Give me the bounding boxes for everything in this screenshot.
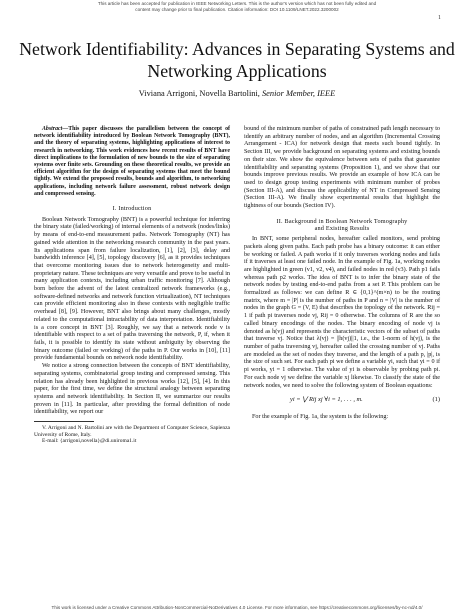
section-heading-background — [244, 218, 440, 232]
equation-body: yi = ⋁ Rij xj ∀i = 1, . . . , m. — [290, 396, 363, 404]
section-heading-background-line2: and Existing Results — [314, 224, 370, 232]
abstract-label: Abstract — [42, 126, 63, 132]
section-heading-introduction: I. Introduction — [112, 205, 152, 213]
paper-title: Network Identifiability: Advances in Separating Systems and Networking Applications — [19, 39, 455, 81]
equation-followup: For the example of Fig. 1a, the system is the following: — [252, 414, 389, 421]
equation-1 — [244, 394, 440, 410]
abstract-text: —This paper discusses the parallelism between the concept of network identifiability introduced by Boolean Network Tomography (BNT), and the theory of separating systems, highlighting applications of interest to research in networking. This work evidences how recent results of BNT have direct implications to the formulation of new bounds to the size of separating systems over finite sets. Grounding on these theoretical results, we provide an efficient algorithm for the design of separating systems that meet the bound tightly. We extend the proposed results, bounds and algorithm, to networking applications, including network failure assessment, robust network design and compressed sensing. — [34, 126, 230, 197]
intro-paragraph-1: Boolean Network Tomography (BNT) is a powerful technique for inferring the binary state (failed/working) of internal elements of a network (nodes/links) by means of end-to-end measurement paths. Network Tomography (NT) has gained wide attention in the networking research community in the past years. Its applications span from failure localization, [1], [2], [3], delay and bandwidth inference [4], [5], topology discovery [6], as it provides techniques that overcome monitoring issues due to network heterogeneity and multi-proprietary nature. These techniques are very versatile and prove to be useful in many application contexts, including urban traffic monitoring [7]. Although born before the advent of the latest centralized network frameworks (e.g., software-defined networks and network function virtualization), NT techniques can provide efficient monitoring also in these contexts with negligible traffic overhead [8], [9]. However, BNT also brings about many challenges, mostly related to the computational intractability of data interpretation. Identifiability is a core concept in BNT [3]. Roughly, we say that a network node v is identifiable with respect to a set of paths traversing the network, P, if, when it fails, it is possible to identify its state without ambiguity by observing the binary outcome (failed or working) of the paths in P. Our works in [10], [11] provide fundamental bounds on network node identifiability. — [34, 216, 230, 362]
author-line — [0, 89, 474, 99]
page-number: 1 — [438, 15, 441, 21]
intro-continuation: bound of the minimum number of paths of constrained path length necessary to identify an arbitrary number of nodes, and an algorithm (Incremental Crossing Arrangement - ICA) for network design that meets such bound tightly. In Section III, we provide background on separating systems and existing bounds on their size. We show the equivalence between sets of paths that guarantee identifiability and separating systems (Proposition 1), and we show that our bounds improve previous results. We provide an example of how ICA can be used to design group testing experiments with minimum number of probes (Section III-A), and discuss the applicability of NT in Compressed Sensing (Section III-A). We finally show experimental results that highlight the tightness of our bounds (Section IV). — [244, 126, 440, 210]
footnote-rule — [34, 421, 94, 422]
author-role: Senior Member, IEEE — [261, 89, 336, 98]
license-footer: This work is licensed under a Creative Commons Attribution-NonCommercial-NoDerivatives 4.0 License. For more information, see https://creativecommons.org/licenses/by-nc-nd/4.0/ — [51, 605, 423, 610]
header-banner-line2: content may change prior to final publication. Citation information: DOI 10.1109/LNET.2022.3200002 — [135, 7, 339, 12]
intro-paragraph-2: We notice a strong connection between the concepts of BNT identifiability, separating systems, combinatorial group testing and compressed sensing. This relation has already been highlighted in previous works [12], [5], [4]. In this paper, for the first time, we define the structural analogy between separating systems and network identifiability. In Section II, we summarize our results proven in [11]. In particular, after providing the formal definition of node identifiability, we report our — [34, 363, 230, 416]
abstract — [34, 126, 230, 198]
section-heading-background-line1: II. Background in Boolean Network Tomography — [276, 217, 408, 225]
background-paragraph: In BNT, some peripheral nodes, hereafter called monitors, send probing packets along given paths. Each path probe has a binary outcome: it can either be working or failed. A path works if it only traverses working nodes and fails if it traverses at least one failed node. In the example of Fig. 1a, working nodes are highlighted in green (v1, v2, v4), and failed nodes in red (v3). Path p1 fails whereas path p2 works. The idea of BNT is to infer the binary state of the network nodes by testing end-to-end paths from a set P. This problem can be formalized as follows: we can define R ∈ {0,1}^(m×n) to be the routing matrix, where m = |P| is the number of paths in P and n = |V| is the number of nodes in the graph G = (V, E) that describes the topology of the network. Rij = 1 if path pi traverses node vj, Rij = 0 otherwise. The columns of R are the so called binary encodings of the nodes. The binary encoding of node vj is denoted as h(vj) and represents the characteristic vectors of the subset of paths that traverse vj. Notice that λ(vj) = ||h(vj)||1, i.e., the 1-norm of h(vj), is the number of paths traversing vj, hereafter called the crossing number of vj. Paths are modeled as the set of nodes they traverse, and the length of a path p, |p|, is the size of such set. For each path pi we define a variable yi, such that yi = 0 if pi works, yi = 1 otherwise. The value of yi is observable by probing path pi. For each node vj we define the variable xj likewise. To classify the state of the network nodes, we need to solve the following system of Boolean equations: — [244, 236, 440, 389]
right-column — [244, 126, 440, 422]
equation-number: (1) — [432, 396, 440, 404]
author-names: Viviana Arrigoni, Novella Bartolini, — [138, 89, 260, 98]
left-column — [34, 126, 230, 445]
footnote-email: E-mail: {arrigoni,novella}@di.uniroma1.it — [42, 438, 137, 445]
header-banner-line1: This article has been accepted for publication in IEEE Networking Letters. This is the author's version which has not been fully edited and — [97, 1, 377, 6]
footnote-affiliation: V. Arrigoni and N. Bartolini are with the Department of Computer Science, Sapienza University of Rome, Italy. — [34, 425, 230, 438]
